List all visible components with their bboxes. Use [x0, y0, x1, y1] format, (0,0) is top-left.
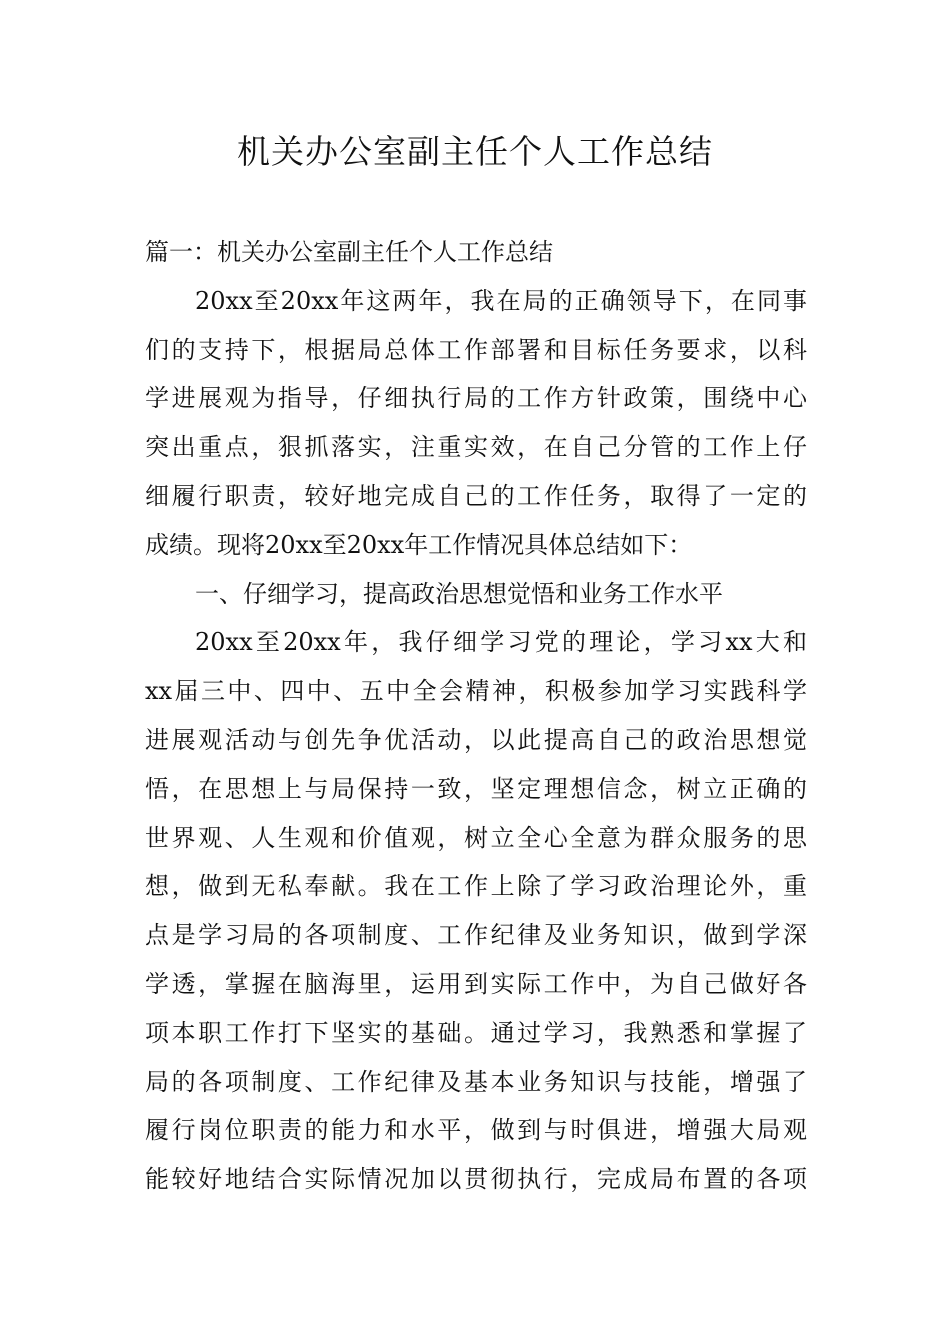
text-line: 学透，掌握在脑海里，运用到实际工作中，为自己做好各 [145, 969, 807, 998]
text-line: 局的各项制度、工作纪律及基本业务知识与技能，增强了 [145, 1067, 807, 1096]
text-line: xx届三中、四中、五中全会精神，积极参加学习实践科学 [145, 677, 807, 706]
document-title: 机关办公室副主任个人工作总结 [237, 132, 713, 171]
text-line: 细履行职责，较好地完成自己的工作任务，取得了一定的 [145, 481, 807, 510]
text-line: 们的支持下，根据局总体工作部署和目标任务要求，以科 [145, 335, 807, 364]
document-body [145, 228, 807, 1204]
text-line: 学进展观为指导，仔细执行局的工作方针政策，围绕中心 [145, 384, 807, 413]
text-line: 能较好地结合实际情况加以贯彻执行，完成局布置的各项 [145, 1165, 807, 1194]
text-line: 点是学习局的各项制度、工作纪律及业务知识，做到学深 [145, 921, 807, 950]
text-line: 想，做到无私奉献。我在工作上除了学习政治理论外，重 [145, 872, 807, 901]
text-line: 20xx至20xx年，我仔细学习党的理论，学习xx大和 [195, 628, 807, 657]
text-line: 20xx至20xx年这两年，我在局的正确领导下，在同事 [195, 286, 807, 315]
text-line: 悟，在思想上与局保持一致，坚定理想信念，树立正确的 [145, 774, 807, 803]
text-line: 突出重点，狠抓落实，注重实效，在自己分管的工作上仔 [145, 433, 807, 462]
text-line: 一、仔细学习，提高政治思想觉悟和业务工作水平 [195, 579, 723, 608]
text-line: 篇一：机关办公室副主任个人工作总结 [145, 238, 553, 266]
text-line: 项本职工作打下坚实的基础。通过学习，我熟悉和掌握了 [145, 1018, 807, 1047]
text-line: 履行岗位职责的能力和水平，做到与时俱进，增强大局观 [145, 1116, 807, 1145]
text-line: 成绩。现将20xx至20xx年工作情况具体总结如下： [145, 530, 693, 559]
text-line: 世界观、人生观和价值观，树立全心全意为群众服务的思 [145, 823, 807, 852]
text-line: 进展观活动与创先争优活动，以此提高自己的政治思想觉 [145, 725, 807, 754]
